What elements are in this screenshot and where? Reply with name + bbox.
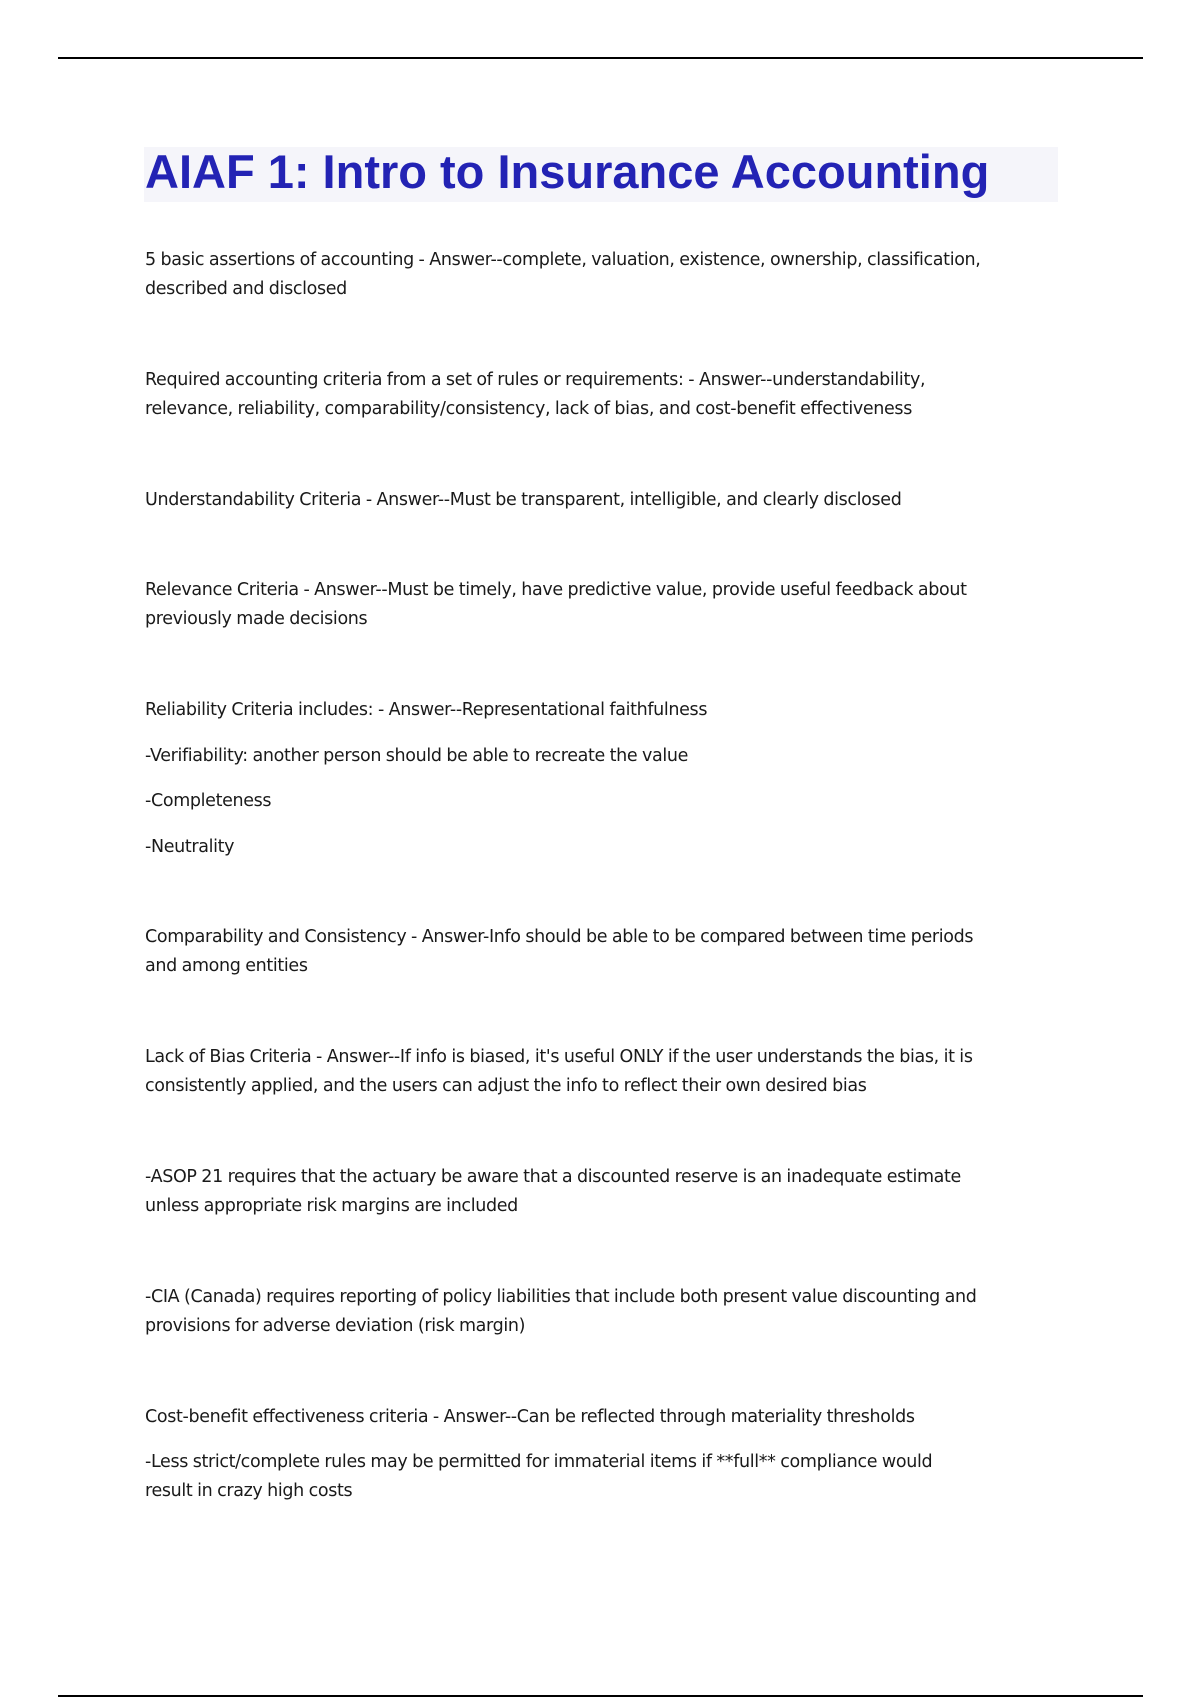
text-line: unless appropriate risk margins are included <box>145 1196 518 1216</box>
text-line: result in crazy high costs <box>145 1481 353 1501</box>
text-line: Understandability Criteria - Answer--Must be transparent, intelligible, and clearly disclosed <box>145 490 902 510</box>
top-rule <box>58 57 1143 59</box>
text-line: Comparability and Consistency - Answer-Info should be able to be compared between time periods <box>145 927 974 947</box>
text-line: Relevance Criteria - Answer--Must be timely, have predictive value, provide useful feedback about <box>145 580 967 600</box>
text-line: Required accounting criteria from a set of rules or requirements: - Answer--understandability, <box>145 370 926 390</box>
text-line: relevance, reliability, comparability/consistency, lack of bias, and cost-benefit effectiveness <box>145 399 912 419</box>
text-line: -ASOP 21 requires that the actuary be aware that a discounted reserve is an inadequate estimate <box>145 1167 961 1187</box>
text-line: -CIA (Canada) requires reporting of policy liabilities that include both present value discounting and <box>145 1287 977 1307</box>
text-line: -Less strict/complete rules may be permitted for immaterial items if **full** compliance would <box>145 1452 933 1472</box>
text-line: Lack of Bias Criteria - Answer--If info is biased, it's useful ONLY if the user understands the bias, it is <box>145 1047 973 1067</box>
text-line: consistently applied, and the users can adjust the info to reflect their own desired bias <box>145 1076 867 1096</box>
text-line: previously made decisions <box>145 609 368 629</box>
bottom-rule <box>58 1695 1143 1697</box>
text-line: -Neutrality <box>145 837 235 857</box>
text-line: provisions for adverse deviation (risk margin) <box>145 1316 526 1336</box>
text-line: Reliability Criteria includes: - Answer--Representational faithfulness <box>145 700 708 720</box>
text-line: Cost-benefit effectiveness criteria - Answer--Can be reflected through materiality thresholds <box>145 1407 915 1427</box>
text-line: -Verifiability: another person should be able to recreate the value <box>145 746 689 766</box>
text-line: -Completeness <box>145 791 272 811</box>
text-line: described and disclosed <box>145 279 347 299</box>
text-line: and among entities <box>145 956 308 976</box>
text-line: 5 basic assertions of accounting - Answer--complete, valuation, existence, ownership, classification, <box>145 250 981 270</box>
document-title: AIAF 1: Intro to Insurance Accounting <box>145 145 990 198</box>
